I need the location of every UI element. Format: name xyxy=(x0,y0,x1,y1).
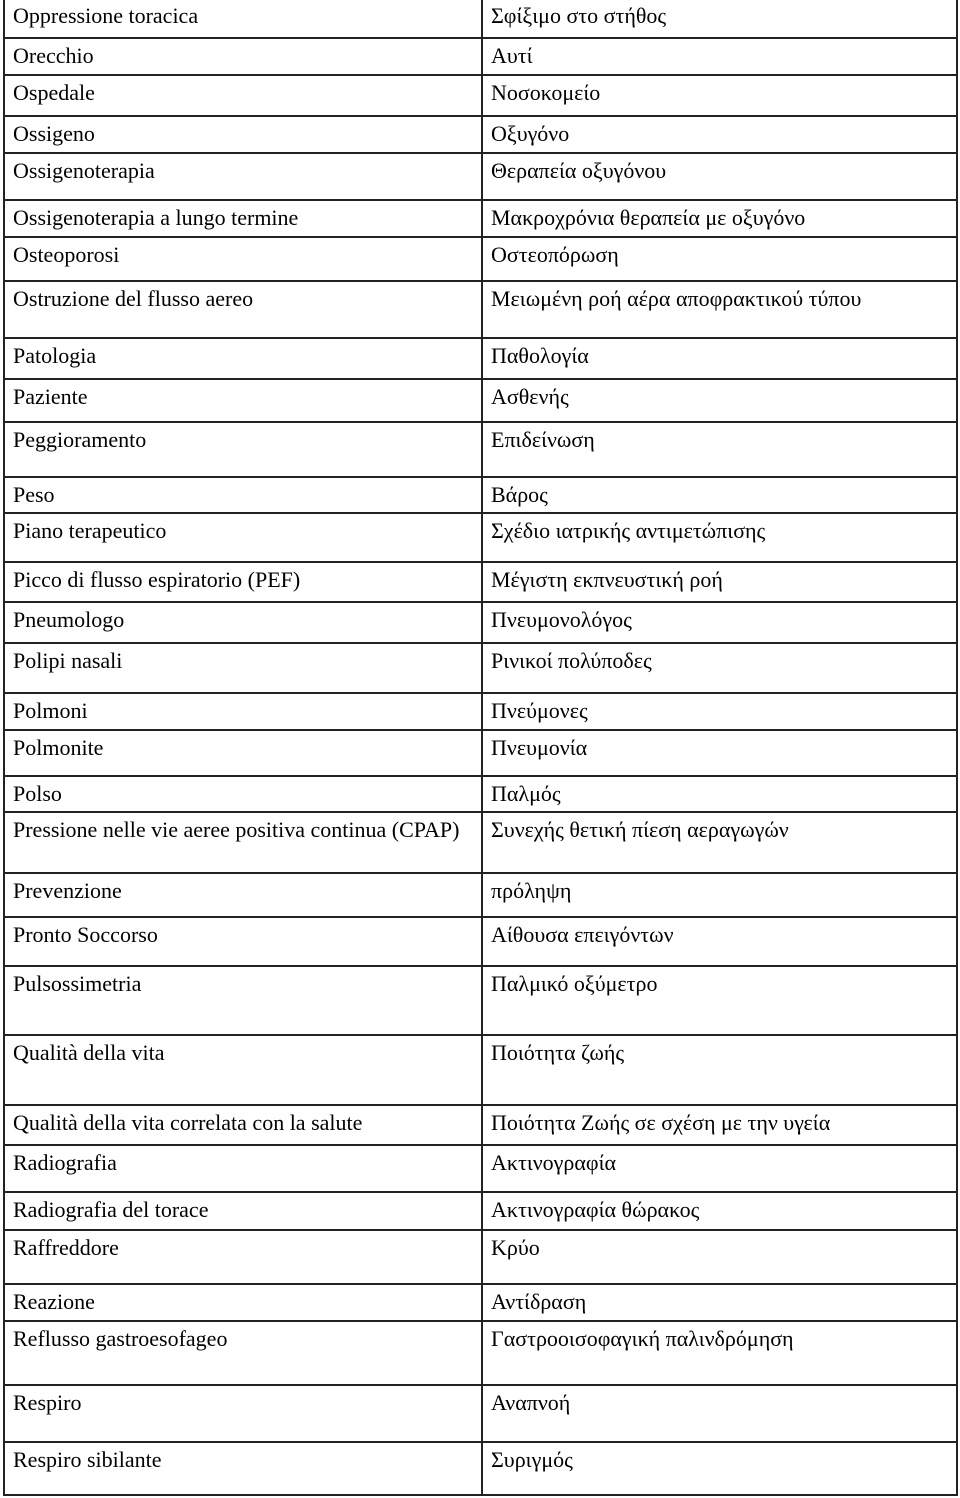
italian-term-cell: Piano terapeutico xyxy=(4,513,482,562)
greek-term-cell: Θεραπεία οξυγόνου xyxy=(482,153,957,200)
italian-term-cell: Reazione xyxy=(4,1284,482,1321)
greek-term-cell: Αυτί xyxy=(482,38,957,75)
table-row xyxy=(4,422,957,477)
italian-term-cell: Pulsossimetria xyxy=(4,966,482,1035)
greek-term-cell: Επιδείνωση xyxy=(482,422,957,477)
table-row xyxy=(4,693,957,730)
greek-term-cell: Κρύο xyxy=(482,1230,957,1284)
italian-term-cell: Radiografia xyxy=(4,1145,482,1192)
table-row xyxy=(4,966,957,1035)
table-row xyxy=(4,776,957,812)
table-row xyxy=(4,38,957,75)
italian-term-cell: Ossigenoterapia a lungo termine xyxy=(4,200,482,237)
greek-term-cell: Συνεχής θετική πίεση αεραγωγών xyxy=(482,812,957,873)
table-row xyxy=(4,1230,957,1284)
greek-term-cell: Αναπνοή xyxy=(482,1385,957,1442)
table-row xyxy=(4,917,957,966)
greek-term-cell: Παλμικό οξύμετρο xyxy=(482,966,957,1035)
table-row xyxy=(4,379,957,422)
table-row xyxy=(4,1284,957,1321)
table-row xyxy=(4,200,957,237)
italian-term-cell: Prevenzione xyxy=(4,873,482,917)
greek-term-cell: πρόληψη xyxy=(482,873,957,917)
greek-term-cell: Παλμός xyxy=(482,776,957,812)
italian-term-cell: Qualità della vita xyxy=(4,1035,482,1105)
italian-term-cell: Patologia xyxy=(4,338,482,379)
table-row xyxy=(4,75,957,116)
italian-term-cell: Raffreddore xyxy=(4,1230,482,1284)
table-row xyxy=(4,873,957,917)
table-row xyxy=(4,1105,957,1145)
greek-term-cell: Ασθενής xyxy=(482,379,957,422)
table-row xyxy=(4,730,957,776)
glossary-table xyxy=(3,0,958,1496)
italian-term-cell: Polmoni xyxy=(4,693,482,730)
table-row xyxy=(4,1145,957,1192)
table-row xyxy=(4,338,957,379)
italian-term-cell: Reflusso gastroesofageo xyxy=(4,1321,482,1385)
italian-term-cell: Respiro xyxy=(4,1385,482,1442)
greek-term-cell: Αίθουσα επειγόντων xyxy=(482,917,957,966)
greek-term-cell: Πνευμονία xyxy=(482,730,957,776)
table-row xyxy=(4,0,957,38)
greek-term-cell: Σχέδιο ιατρικής αντιμετώπισης xyxy=(482,513,957,562)
italian-term-cell: Pronto Soccorso xyxy=(4,917,482,966)
italian-term-cell: Radiografia del torace xyxy=(4,1192,482,1230)
table-row xyxy=(4,513,957,562)
italian-term-cell: Pressione nelle vie aeree positiva continua (CPAP) xyxy=(4,812,482,873)
italian-term-cell: Picco di flusso espiratorio (PEF) xyxy=(4,562,482,602)
italian-term-cell: Ospedale xyxy=(4,75,482,116)
greek-term-cell: Ρινικοί πολύποδες xyxy=(482,643,957,693)
italian-term-cell: Orecchio xyxy=(4,38,482,75)
table-row xyxy=(4,237,957,281)
italian-term-cell: Osteoporosi xyxy=(4,237,482,281)
greek-term-cell: Ποιότητα Ζωής σε σχέση με την υγεία xyxy=(482,1105,957,1145)
table-row xyxy=(4,812,957,873)
greek-term-cell: Συριγμός xyxy=(482,1442,957,1495)
greek-term-cell: Οξυγόνο xyxy=(482,116,957,153)
italian-term-cell: Peso xyxy=(4,477,482,513)
italian-term-cell: Peggioramento xyxy=(4,422,482,477)
greek-term-cell: Οστεοπόρωση xyxy=(482,237,957,281)
italian-term-cell: Ostruzione del flusso aereo xyxy=(4,281,482,338)
greek-term-cell: Πνεύμονες xyxy=(482,693,957,730)
greek-term-cell: Νοσοκομείο xyxy=(482,75,957,116)
italian-term-cell: Qualità della vita correlata con la salute xyxy=(4,1105,482,1145)
greek-term-cell: Μέγιστη εκπνευστική ροή xyxy=(482,562,957,602)
greek-term-cell: Μακροχρόνια θεραπεία με οξυγόνο xyxy=(482,200,957,237)
greek-term-cell: Πνευμονολόγος xyxy=(482,602,957,643)
greek-term-cell: Σφίξιμο στο στήθος xyxy=(482,0,957,38)
table-row xyxy=(4,1385,957,1442)
table-row xyxy=(4,116,957,153)
italian-term-cell: Polso xyxy=(4,776,482,812)
greek-term-cell: Παθολογία xyxy=(482,338,957,379)
italian-term-cell: Respiro sibilante xyxy=(4,1442,482,1495)
italian-term-cell: Pneumologo xyxy=(4,602,482,643)
table-row xyxy=(4,1321,957,1385)
glossary-body xyxy=(4,0,957,1495)
table-row xyxy=(4,1035,957,1105)
table-row xyxy=(4,281,957,338)
table-row xyxy=(4,562,957,602)
table-row xyxy=(4,1192,957,1230)
greek-term-cell: Γαστροοισοφαγική παλινδρόμηση xyxy=(482,1321,957,1385)
table-row xyxy=(4,643,957,693)
greek-term-cell: Ακτινογραφία xyxy=(482,1145,957,1192)
table-row xyxy=(4,477,957,513)
greek-term-cell: Αντίδραση xyxy=(482,1284,957,1321)
greek-term-cell: Μειωμένη ροή αέρα αποφρακτικού τύπου xyxy=(482,281,957,338)
table-row xyxy=(4,1442,957,1495)
italian-term-cell: Polmonite xyxy=(4,730,482,776)
greek-term-cell: Ακτινογραφία θώρακος xyxy=(482,1192,957,1230)
italian-term-cell: Paziente xyxy=(4,379,482,422)
table-row xyxy=(4,153,957,200)
table-row xyxy=(4,602,957,643)
italian-term-cell: Ossigeno xyxy=(4,116,482,153)
greek-term-cell: Ποιότητα ζωής xyxy=(482,1035,957,1105)
italian-term-cell: Polipi nasali xyxy=(4,643,482,693)
italian-term-cell: Ossigenoterapia xyxy=(4,153,482,200)
italian-term-cell: Oppressione toracica xyxy=(4,0,482,38)
greek-term-cell: Βάρος xyxy=(482,477,957,513)
